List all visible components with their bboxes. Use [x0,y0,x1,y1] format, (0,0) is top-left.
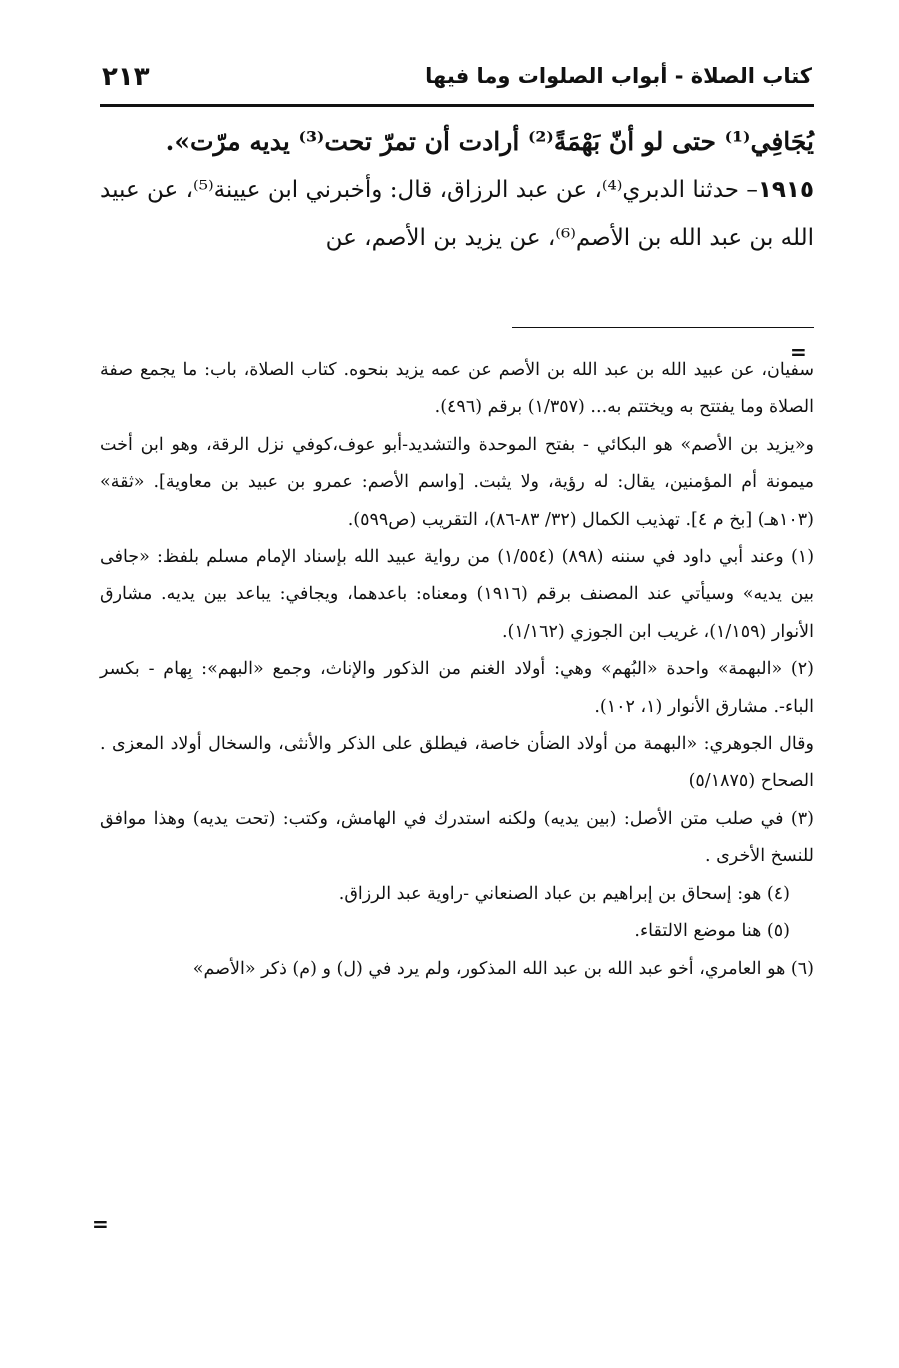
footnote-3: (٣) في صلب متن الأصل: (بين يديه) ولكنه استدرك في الهامش، وكتب: (تحت يديه) وهذا موافق للنسخ الأخرى . [100,808,814,867]
page-number: ٢١٣ [102,62,150,92]
header-title: كتاب الصلاة - أبواب الصلوات وما فيها [425,64,812,88]
footnote-continued: و«يزيد بن الأصم» هو البكائي - بفتح الموحدة والتشديد-أبو عوف،كوفي نزل الرقة، وهو ابن أخت ميمونة أم المؤمنين، يقال: له رؤية، ولا يثبت. [واسم الأصم: عمرو بن عبيد بن معاوية]. «ثقة» (١٠٣هـ) [بخ م ٤]. تهذيب الكمال (٣٢/ ٨٣-٨٦)، التقريب (ص٥٩٩). [100,434,814,530]
continuation-mark-bottom: = [92,1212,109,1236]
footnote-5: (٥) هنا موضع الالتقاء. [634,921,790,942]
main-text [100,118,814,262]
continuation-mark-top: = [790,340,807,364]
hadith-paragraph [100,166,814,262]
footnote-continued: سفيان، عن عبيد الله بن عبد الله بن الأصم عن عمه يزيد بنحوه. كتاب الصلاة، باب: ما يجمع صفة الصلاة وما يفتتح به ويختتم به... (١/٣٥٧) برقم (٤٩٦). [100,360,814,418]
footnote-6: (٦) هو العامري، أخو عبد الله بن عبد الله المذكور، ولم يرد في (ل) و (م) ذكر «الأصم» [192,958,814,979]
main-line-1: يُجَافِي⁽¹⁾ حتى لو أنّ بَهْمَةً⁽²⁾ أرادت أن تمرّ تحت⁽³⁾ يديه مرّت». [165,127,814,156]
footnote-4: (٤) هو: إسحاق بن إبراهيم بن عباد الصنعاني -راوية عبد الرزاق. [338,883,790,904]
footnote-2: (٢) «البهمة» واحدة «البُهم» وهي: أولاد الغنم من الذكور والإناث، وجمع «البهم»: بِهام - بكسر الباء-. مشارق الأنوار (١، ١٠٢). [100,659,814,717]
hadith-text: – حدثنا الدبري⁽⁴⁾، عن عبد الرزاق، قال: وأخبرني ابن عيينة⁽⁵⁾، عن عبيد الله بن عبد الله بن الأصم⁽⁶⁾، عن يزيد بن الأصم، عن [100,177,814,251]
running-header [100,62,812,102]
hadith-number: ١٩١٥ [757,177,815,203]
header-rule [100,104,814,107]
footnote-separator [512,327,814,328]
footnote-2-continued: وقال الجوهري: «البهمة من أولاد الضأن خاصة، فيطلق على الذكر والأنثى، والسخال أولاد المعزى . الصحاح (٥/١٨٧٥) [100,734,814,792]
footnote-1: (١) وعند أبي داود في سننه (٨٩٨) (١/٥٥٤) من رواية عبيد الله بإسناد الإمام مسلم بلفظ: «جافى بين يديه» وسيأتي عند المصنف برقم (١٩١٦) ومعناه: باعدهما، ويجافي: يباعد بين يديه. مشارق الأنوار (١/١٥٩)، غريب ابن الجوزي (١/١٦٢). [100,547,815,642]
footnotes [100,352,814,988]
